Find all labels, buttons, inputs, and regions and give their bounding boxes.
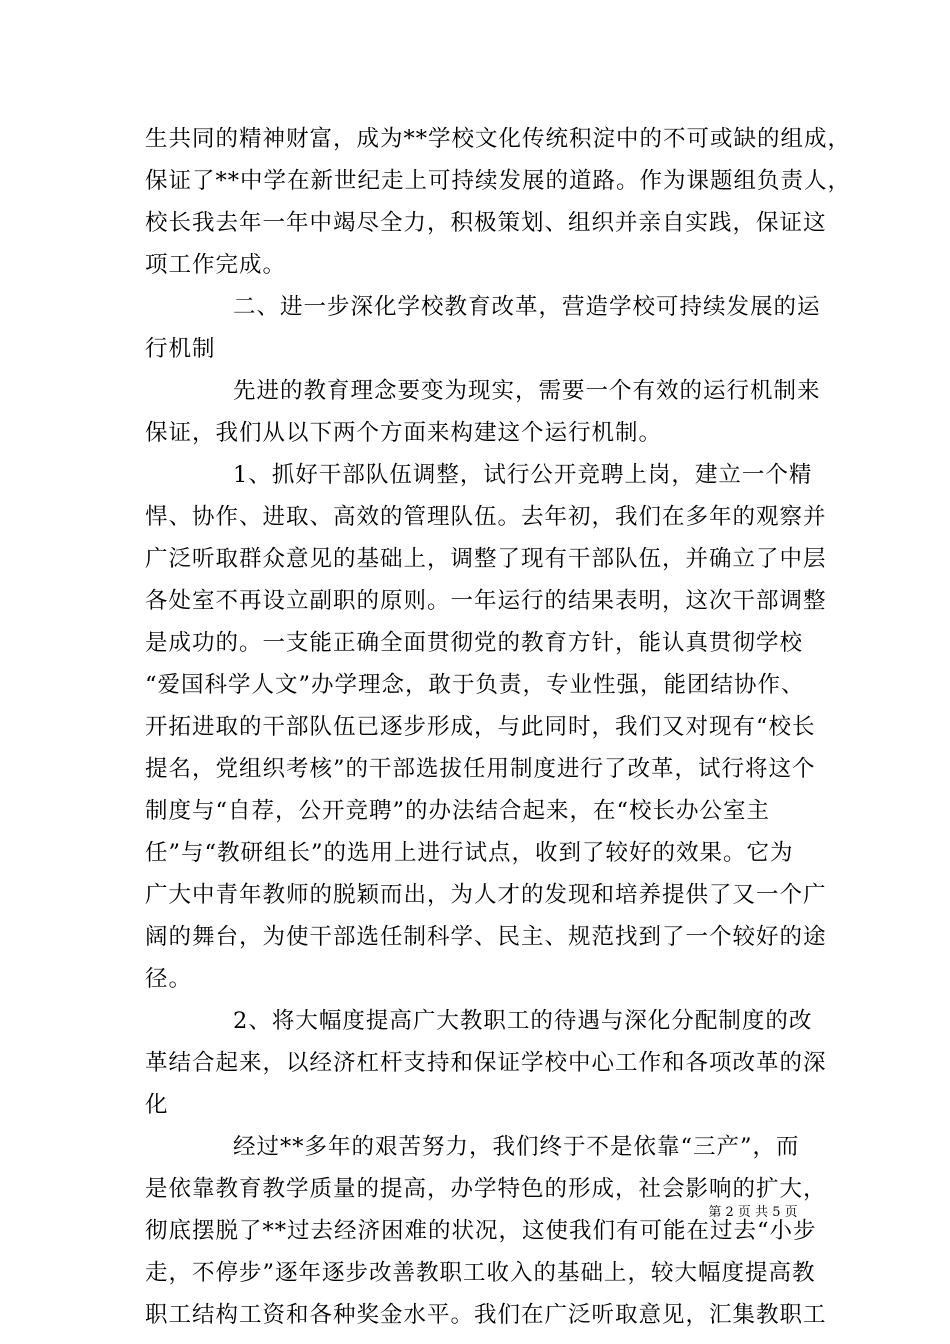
text-line: 径。 (145, 966, 193, 992)
paragraph-p4 (145, 454, 827, 1000)
text-line: 革结合起来，以经济杠杆支持和保证学校中心工作和各项改革的深 (145, 1050, 827, 1076)
text-line: 项工作完成。 (145, 252, 287, 278)
text-line: 悍、协作、进取、高效的管理队伍。去年初，我们在多年的观察并 (145, 504, 827, 530)
text-line: 广大中青年教师的脱颖而出，为人才的发现和培养提供了又一个广 (145, 882, 827, 908)
text-line: 二、进一步深化学校教育改革，营造学校可持续发展的运 (233, 294, 821, 320)
page-number: 第 2 页 共 5 页 (708, 1205, 798, 1220)
text-line: 2、将大幅度提高广大教职工的待遇与深化分配制度的改 (233, 1008, 813, 1034)
text-line: 保证了**中学在新世纪走上可持续发展的道路。作为课题组负责人， (145, 168, 852, 194)
text-line: 经过**多年的艰苦努力，我们终于不是依靠“三产”，而 (233, 1134, 800, 1160)
paragraph-p1 (145, 118, 852, 286)
text-line: 走，不停步”逐年逐步改善教职工收入的基础上，较大幅度提高教 (145, 1260, 816, 1286)
text-line: “爱国科学人文”办学理念，敢于负责，专业性强，能团结协作、 (145, 672, 805, 698)
paragraph-p2 (145, 286, 821, 370)
text-line: 开拓进取的干部队伍已逐步形成，与此同时，我们又对现有“校长 (145, 714, 816, 740)
text-line: 阔的舞台，为使干部选任制科学、民主、规范找到了一个较好的途 (145, 924, 827, 950)
text-line: 生共同的精神财富，成为**学校文化传统积淀中的不可或缺的组成， (145, 126, 852, 152)
page-footer (0, 1204, 950, 1222)
text-line: 行机制 (145, 336, 216, 362)
text-line: 各处室不再设立副职的原则。一年运行的结果表明，这次干部调整 (145, 588, 827, 614)
text-line: 提名，党组织考核”的干部选拔任用制度进行了改革，试行将这个 (145, 756, 816, 782)
text-line: 广泛听取群众意见的基础上，调整了现有干部队伍，并确立了中层 (145, 546, 827, 572)
paragraph-p6 (145, 1126, 827, 1336)
paragraph-p5 (145, 1000, 827, 1126)
text-line: 化 (145, 1092, 169, 1118)
text-line: 任”与“教研组长”的选用上进行试点，收到了较好的效果。它为 (145, 840, 794, 866)
text-line: 1、抓好干部队伍调整，试行公开竞聘上岗，建立一个精 (233, 462, 813, 488)
document-body (145, 118, 852, 1336)
text-line: 职工结构工资和各种奖金水平。我们在广泛听取意见，汇集教职工 (145, 1302, 827, 1328)
text-line: 先进的教育理念要变为现实，需要一个有效的运行机制来 (233, 378, 821, 404)
text-line: 制度与“自荐，公开竞聘”的办法结合起来，在“校长办公室主 (145, 798, 771, 824)
paragraph-p3 (145, 370, 821, 454)
text-line: 是依靠教育教学质量的提高，办学特色的形成，社会影响的扩大， (145, 1176, 827, 1202)
text-line: 校长我去年一年中竭尽全力，积极策划、组织并亲自实践，保证这 (145, 210, 827, 236)
text-line: 是成功的。一支能正确全面贯彻党的教育方针，能认真贯彻学校 (145, 630, 804, 656)
text-line: 保证，我们从以下两个方面来构建这个运行机制。 (145, 420, 663, 446)
text-line: 彻底摆脱了**过去经济困难的状况，这使我们有可能在过去“小步 (145, 1218, 817, 1244)
